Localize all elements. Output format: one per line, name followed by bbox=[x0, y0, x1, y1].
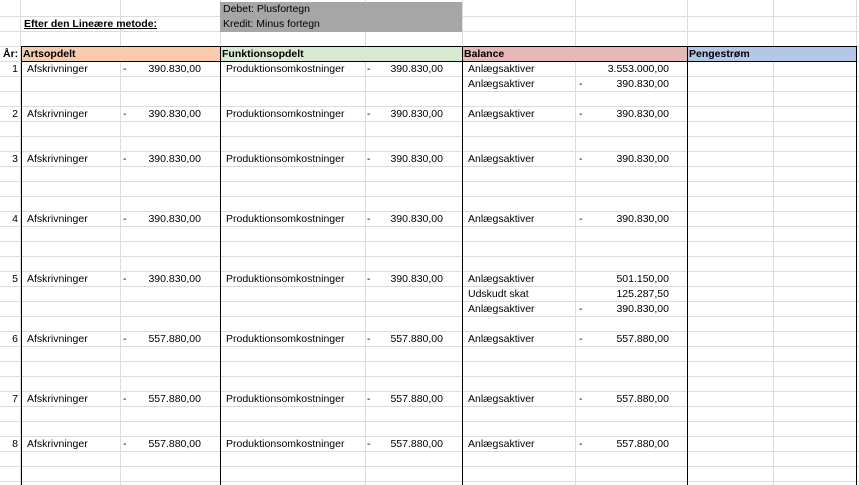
balance-label-cell[interactable]: Anlægsaktiver bbox=[468, 303, 535, 315]
func-label-cell[interactable]: Produktionsomkostninger bbox=[226, 393, 345, 405]
header-funktionsopdelt[interactable]: Funktionsopdelt bbox=[220, 47, 462, 61]
func-value-cell[interactable]: 390.830,00 bbox=[390, 273, 443, 285]
grid-row-line bbox=[0, 346, 859, 347]
balance-sign-cell[interactable]: - bbox=[579, 438, 583, 450]
balance-value-cell[interactable]: 557.880,00 bbox=[616, 333, 669, 345]
func-label-cell[interactable]: Produktionsomkostninger bbox=[226, 213, 345, 225]
balance-value-cell[interactable]: 390.830,00 bbox=[616, 213, 669, 225]
grid-row-line bbox=[0, 286, 859, 287]
balance-label-cell[interactable]: Anlægsaktiver bbox=[468, 153, 535, 165]
func-sign-cell[interactable]: - bbox=[367, 153, 371, 165]
balance-label-cell[interactable]: Anlægsaktiver bbox=[468, 393, 535, 405]
grid-col-line bbox=[773, 0, 774, 485]
method-title: Efter den Lineære metode: bbox=[24, 18, 158, 30]
grid-row-line bbox=[0, 466, 859, 467]
year-cell[interactable]: 6 bbox=[12, 333, 18, 345]
func-sign-cell[interactable]: - bbox=[367, 438, 371, 450]
year-cell[interactable]: 1 bbox=[12, 63, 18, 75]
arts-sign-cell[interactable]: - bbox=[123, 213, 127, 225]
balance-value-cell[interactable]: 125.287,50 bbox=[616, 288, 669, 300]
arts-label-cell[interactable]: Afskrivninger bbox=[27, 393, 88, 405]
column-border bbox=[21, 47, 22, 485]
grid-row-line bbox=[0, 91, 859, 92]
arts-sign-cell[interactable]: - bbox=[123, 153, 127, 165]
header-artsopdelt[interactable]: Artsopdelt bbox=[21, 47, 220, 61]
arts-value-cell[interactable]: 390.830,00 bbox=[148, 273, 201, 285]
func-label-cell[interactable]: Produktionsomkostninger bbox=[226, 153, 345, 165]
arts-sign-cell[interactable]: - bbox=[123, 438, 127, 450]
arts-sign-cell[interactable]: - bbox=[123, 108, 127, 120]
arts-label-cell[interactable]: Afskrivninger bbox=[27, 213, 88, 225]
func-sign-cell[interactable]: - bbox=[367, 213, 371, 225]
func-value-cell[interactable]: 390.830,00 bbox=[390, 63, 443, 75]
grid-row-line bbox=[0, 181, 859, 182]
arts-value-cell[interactable]: 557.880,00 bbox=[148, 333, 201, 345]
balance-sign-cell[interactable]: - bbox=[579, 393, 583, 405]
balance-value-cell[interactable]: 3.553.000,00 bbox=[607, 63, 669, 75]
grid-row-line bbox=[0, 451, 859, 452]
header-balance[interactable]: Balance bbox=[462, 47, 687, 61]
func-sign-cell[interactable]: - bbox=[367, 63, 371, 75]
func-value-cell[interactable]: 390.830,00 bbox=[390, 153, 443, 165]
grid-row-line bbox=[0, 256, 859, 257]
column-border bbox=[687, 47, 688, 485]
balance-sign-cell[interactable]: - bbox=[579, 213, 583, 225]
year-cell[interactable]: 7 bbox=[12, 393, 18, 405]
balance-value-cell[interactable]: 390.830,00 bbox=[616, 303, 669, 315]
func-label-cell[interactable]: Produktionsomkostninger bbox=[226, 333, 345, 345]
grid-col-line bbox=[365, 0, 366, 485]
arts-value-cell[interactable]: 390.830,00 bbox=[148, 108, 201, 120]
grid-row-line bbox=[0, 76, 859, 77]
header-border-top bbox=[21, 46, 857, 47]
grid-row-line bbox=[0, 166, 859, 167]
arts-label-cell[interactable]: Afskrivninger bbox=[27, 108, 88, 120]
grid-row-line bbox=[0, 316, 859, 317]
balance-sign-cell[interactable]: - bbox=[579, 333, 583, 345]
column-border bbox=[856, 47, 857, 485]
grid-row-line bbox=[0, 481, 859, 482]
arts-label-cell[interactable]: Afskrivninger bbox=[27, 438, 88, 450]
grid-row-line bbox=[0, 226, 859, 227]
balance-label-cell[interactable]: Anlægsaktiver bbox=[468, 213, 535, 225]
balance-label-cell[interactable]: Anlægsaktiver bbox=[468, 333, 535, 345]
note-debet[interactable]: Debet: Plusfortegn bbox=[220, 2, 462, 17]
grid-row-line bbox=[0, 121, 859, 122]
arts-value-cell[interactable]: 390.830,00 bbox=[148, 63, 201, 75]
header-pengestroem[interactable]: Pengestrøm bbox=[687, 47, 856, 61]
note-kredit[interactable]: Kredit: Minus fortegn bbox=[220, 17, 462, 32]
balance-sign-cell[interactable]: - bbox=[579, 108, 583, 120]
year-cell[interactable]: 5 bbox=[12, 273, 18, 285]
balance-sign-cell[interactable]: - bbox=[579, 78, 583, 90]
func-value-cell[interactable]: 557.880,00 bbox=[390, 393, 443, 405]
arts-sign-cell[interactable]: - bbox=[123, 273, 127, 285]
arts-label-cell[interactable]: Afskrivninger bbox=[27, 273, 88, 285]
grid-col-line bbox=[120, 0, 121, 485]
func-value-cell[interactable]: 390.830,00 bbox=[390, 108, 443, 120]
year-cell[interactable]: 4 bbox=[12, 213, 18, 225]
grid-row-line bbox=[0, 196, 859, 197]
func-sign-cell[interactable]: - bbox=[367, 108, 371, 120]
func-value-cell[interactable]: 390.830,00 bbox=[390, 213, 443, 225]
balance-value-cell[interactable]: 557.880,00 bbox=[616, 438, 669, 450]
balance-value-cell[interactable]: 390.830,00 bbox=[616, 108, 669, 120]
arts-label-cell[interactable]: Afskrivninger bbox=[27, 153, 88, 165]
balance-label-cell[interactable]: Anlægsaktiver bbox=[468, 63, 535, 75]
balance-label-cell[interactable]: Anlægsaktiver bbox=[468, 273, 535, 285]
balance-sign-cell[interactable]: - bbox=[579, 153, 583, 165]
arts-label-cell[interactable]: Afskrivninger bbox=[27, 333, 88, 345]
balance-label-cell[interactable]: Udskudt skat bbox=[468, 288, 529, 300]
grid-col-line bbox=[575, 0, 576, 485]
func-label-cell[interactable]: Produktionsomkostninger bbox=[226, 273, 345, 285]
balance-label-cell[interactable]: Anlægsaktiver bbox=[468, 78, 535, 90]
arts-value-cell[interactable]: 557.880,00 bbox=[148, 438, 201, 450]
arts-value-cell[interactable]: 390.830,00 bbox=[148, 153, 201, 165]
arts-label-cell[interactable]: Afskrivninger bbox=[27, 63, 88, 75]
header-year: År: bbox=[3, 48, 19, 60]
year-cell[interactable]: 2 bbox=[12, 108, 18, 120]
grid-row-line bbox=[0, 301, 859, 302]
balance-value-cell[interactable]: 501.150,00 bbox=[616, 273, 669, 285]
header-border-bottom bbox=[21, 61, 857, 62]
arts-sign-cell[interactable]: - bbox=[123, 333, 127, 345]
balance-label-cell[interactable]: Anlægsaktiver bbox=[468, 438, 535, 450]
grid-row-line bbox=[0, 376, 859, 377]
arts-sign-cell[interactable]: - bbox=[123, 393, 127, 405]
func-label-cell[interactable]: Produktionsomkostninger bbox=[226, 63, 345, 75]
func-sign-cell[interactable]: - bbox=[367, 273, 371, 285]
arts-value-cell[interactable]: 557.880,00 bbox=[148, 393, 201, 405]
grid-row-line bbox=[0, 241, 859, 242]
grid-row-line bbox=[0, 136, 859, 137]
func-value-cell[interactable]: 557.880,00 bbox=[390, 438, 443, 450]
balance-value-cell[interactable]: 390.830,00 bbox=[616, 78, 669, 90]
year-cell[interactable]: 3 bbox=[12, 153, 18, 165]
func-label-cell[interactable]: Produktionsomkostninger bbox=[226, 438, 345, 450]
arts-value-cell[interactable]: 390.830,00 bbox=[148, 213, 201, 225]
func-sign-cell[interactable]: - bbox=[367, 333, 371, 345]
func-label-cell[interactable]: Produktionsomkostninger bbox=[226, 108, 345, 120]
year-cell[interactable]: 8 bbox=[12, 438, 18, 450]
grid-row-line bbox=[0, 361, 859, 362]
grid-row-line bbox=[0, 421, 859, 422]
column-border bbox=[462, 47, 463, 485]
arts-sign-cell[interactable]: - bbox=[123, 63, 127, 75]
func-sign-cell[interactable]: - bbox=[367, 393, 371, 405]
column-border bbox=[220, 47, 221, 485]
func-value-cell[interactable]: 557.880,00 bbox=[390, 333, 443, 345]
balance-sign-cell[interactable]: - bbox=[579, 303, 583, 315]
grid-row-line bbox=[0, 406, 859, 407]
balance-value-cell[interactable]: 557.880,00 bbox=[616, 393, 669, 405]
balance-value-cell[interactable]: 390.830,00 bbox=[616, 153, 669, 165]
balance-label-cell[interactable]: Anlægsaktiver bbox=[468, 108, 535, 120]
